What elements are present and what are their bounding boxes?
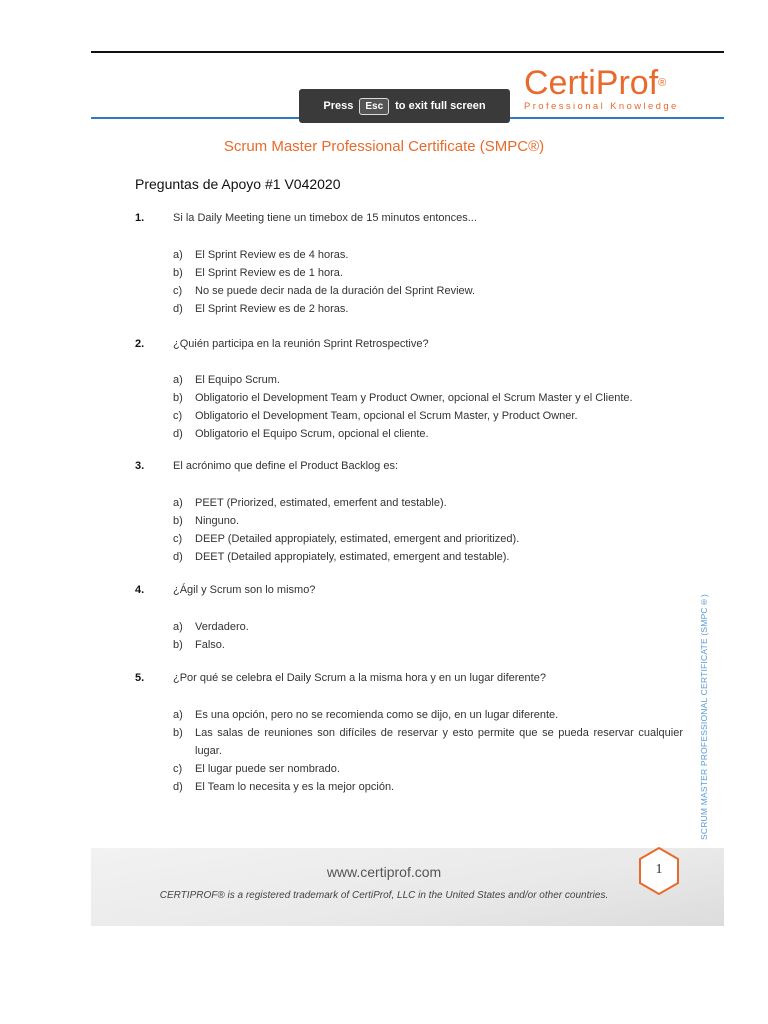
option-text: El Equipo Scrum.: [195, 374, 280, 386]
option: [173, 371, 683, 389]
option-text: Obligatorio el Development Team, opcional el Scrum Master, y Product Owner.: [195, 410, 578, 422]
option-letter: d): [173, 551, 183, 563]
option-text: Las salas de reuniones son difíciles de reservar y esto permite que se pueda reservar cualquier lugar.: [195, 727, 683, 757]
option-letter: a): [173, 621, 183, 633]
option: [173, 246, 683, 264]
top-rule: [91, 51, 724, 53]
question-text: ¿Quién participa en la reunión Sprint Retrospective?: [173, 338, 429, 350]
option: [173, 636, 683, 654]
option-text: Verdadero.: [195, 621, 249, 633]
document-title: Scrum Master Professional Certificate (SMPC®): [223, 138, 545, 155]
fullscreen-banner: [299, 89, 510, 123]
option: [173, 300, 683, 318]
question-number: 3.: [135, 460, 145, 472]
page-number: 1: [655, 862, 663, 877]
question-4: [135, 584, 315, 596]
option: [173, 512, 683, 530]
logo-tagline: Professional Knowledge: [524, 101, 679, 112]
esc-key[interactable]: Esc: [359, 98, 389, 115]
question-text: El acrónimo que define el Product Backlog es:: [173, 460, 399, 472]
banner-press: Press: [323, 100, 354, 112]
question-number: 1.: [135, 212, 145, 224]
logo-reg: ®: [658, 77, 667, 89]
option-letter: a): [173, 374, 183, 386]
side-vertical-text: SCRUM MASTER PROFESSIONAL CERTIFICATE (SMPC®): [699, 593, 709, 840]
option-letter: c): [173, 410, 183, 422]
footer-url[interactable]: www.certiprof.com: [326, 864, 442, 880]
option-text: El lugar puede ser nombrado.: [195, 763, 340, 775]
option-text: DEET (Detailed appropiately, estimated, emergent and testable).: [195, 551, 510, 563]
question-text: ¿Por qué se celebra el Daily Scrum a la misma hora y en un lugar diferente?: [173, 672, 546, 684]
option-text: Obligatorio el Development Team y Product Owner, opcional el Scrum Master y el Cliente.: [195, 392, 633, 404]
question-text: Si la Daily Meeting tiene un timebox de 15 minutos entonces...: [173, 212, 477, 224]
option-text: Ninguno.: [195, 515, 240, 527]
question-5: [135, 672, 546, 684]
option: [173, 264, 683, 282]
question-3: [135, 460, 398, 472]
option: [173, 548, 683, 566]
option: [173, 778, 683, 796]
option-letter: c): [173, 533, 183, 545]
option-text: Obligatorio el Equipo Scrum, opcional el cliente.: [195, 428, 429, 440]
option-letter: b): [173, 639, 183, 651]
option: [173, 760, 683, 778]
question-2: [135, 338, 429, 350]
option: [173, 425, 683, 443]
question-1-options: [173, 246, 683, 318]
option-letter: b): [173, 727, 183, 739]
footer-trademark-note: CERTIPROF® is a registered trademark of CertiProf, LLC in the United States and/or other countries.: [159, 890, 609, 901]
option-letter: a): [173, 709, 183, 721]
option-text: El Team lo necesita y es la mejor opción.: [195, 781, 395, 793]
option: [173, 724, 683, 760]
banner-rest: to exit full screen: [395, 100, 486, 112]
footer-band: [91, 848, 724, 926]
option-text: PEET (Priorized, estimated, emerfent and testable).: [195, 497, 447, 509]
option-letter: b): [173, 515, 183, 527]
option-text: El Sprint Review es de 4 horas.: [195, 249, 349, 261]
option: [173, 407, 683, 425]
option: [173, 618, 683, 636]
question-number: 2.: [135, 338, 145, 350]
question-text: ¿Ágil y Scrum son lo mismo?: [173, 584, 316, 596]
option-text: DEEP (Detailed appropiately, estimated, emergent and prioritized).: [195, 533, 520, 545]
option-text: Falso.: [195, 639, 225, 651]
option: [173, 494, 683, 512]
question-number: 4.: [135, 584, 145, 596]
question-5-options: [173, 706, 683, 796]
question-3-options: [173, 494, 683, 566]
option-letter: d): [173, 303, 183, 315]
option-text: El Sprint Review es de 2 horas.: [195, 303, 349, 315]
document-subtitle: Preguntas de Apoyo #1 V042020: [135, 176, 341, 192]
option-letter: b): [173, 267, 183, 279]
question-2-options: [173, 371, 683, 443]
question-number: 5.: [135, 672, 145, 684]
certiprof-logo: [524, 66, 694, 114]
option-letter: a): [173, 249, 183, 261]
option-letter: d): [173, 781, 183, 793]
option-letter: a): [173, 497, 183, 509]
question-1: [135, 212, 477, 224]
option-letter: b): [173, 392, 183, 404]
option: [173, 282, 683, 300]
option-text: Es una opción, pero no se recomienda como se dijo, en un lugar diferente.: [195, 709, 559, 721]
option-letter: c): [173, 763, 183, 775]
option: [173, 706, 683, 724]
option-text: El Sprint Review es de 1 hora.: [195, 267, 343, 279]
option-text: No se puede decir nada de la duración del Sprint Review.: [195, 285, 476, 297]
option-letter: c): [173, 285, 183, 297]
option-letter: d): [173, 428, 183, 440]
question-4-options: [173, 618, 683, 654]
option: [173, 389, 683, 407]
logo-word: CertiProf: [524, 64, 659, 102]
option: [173, 530, 683, 548]
